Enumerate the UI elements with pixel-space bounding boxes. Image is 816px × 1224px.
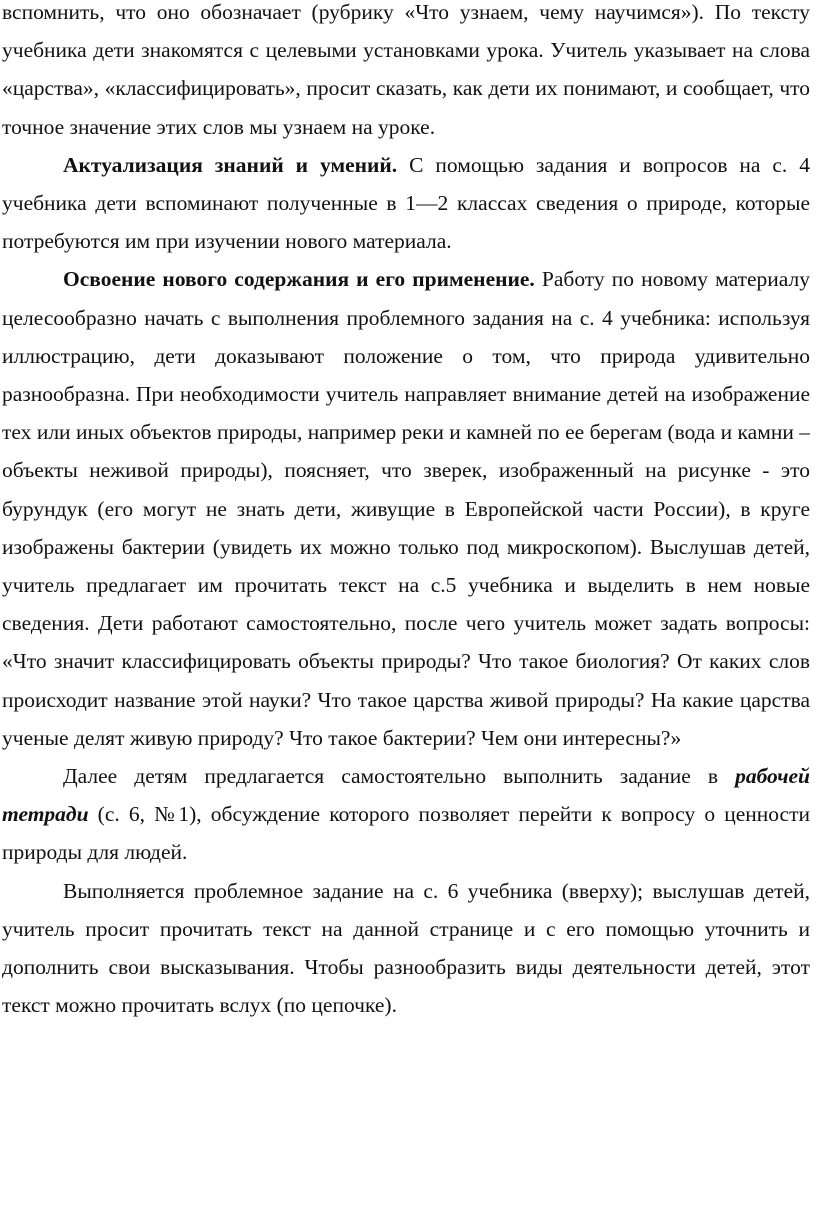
paragraph-text: (с. 6, №1), обсуждение которого позволяет перейти к вопросу о ценности природы для людей. <box>2 802 810 865</box>
section-heading-new-content: Освоение нового содержания и его применение. <box>63 267 535 292</box>
paragraph-intro <box>2 0 810 146</box>
workbook-emphasis: рабочей тетради <box>2 764 810 827</box>
paragraph-new-content <box>2 260 810 757</box>
paragraph-workbook <box>2 757 810 872</box>
paragraph-actualization <box>2 146 810 261</box>
paragraph-text: С помощью задания и вопросов на с. 4 учебника дети вспоминают полученные в 1—2 классах сведения о природе, которые потребуются им при изучении нового материала. <box>2 152 810 254</box>
paragraph-text: Работу по новому материалу целесообразно начать с выполнения проблемного задания на с. 4 учебника: используя иллюстрацию, дети доказывают положение о том, что природа удивительно разнообразна. При необходимости учитель направляет внимание детей на изображение тех или иных объектов природы, например реки и камней по ее берегам (вода и камни – объекты неживой природы), поясняет, что зверек, изображенный на рисунке - это бурундук (его могут не знать дети, живущие в Европейской части России), в круге изображены бактерии (увидеть их можно только под микроскопом). Выслушав детей, учитель предлагает им прочитать текст на с.5 учебника и выделить в нем новые сведения. Дети работают самостоятельно, после чего учитель может задать вопросы: «Что значит классифицировать объекты природы? Что такое биология? От каких слов происходит название этой науки? Что такое царства живой природы? На какие царства ученые делят живую природу? Что такое бактерии? Чем они интересны?» <box>2 267 810 750</box>
paragraph-problem-task <box>2 872 810 1025</box>
paragraph-text: вспомнить, что оно обозначает (рубрику «Что узнаем, чему научимся»). По тексту учебника дети знакомятся с целевыми установками урока. Учитель указывает на слова «царства», «классифицировать», просит сказать, как дети их понимают, и сообщает, что точное значение этих слов мы узнаем на уроке. <box>2 0 810 139</box>
paragraph-text: Выполняется проблемное задание на с. 6 учебника (вверху); выслушав детей, учитель просит прочитать текст на данной странице и с его помощью уточнить и дополнить свои высказывания. Чтобы разнообразить виды деятельности детей, этот текст можно прочитать вслух (по цепочке). <box>2 878 810 1018</box>
section-heading-actualization: Актуализация знаний и умений. <box>63 152 398 177</box>
paragraph-text: Далее детям предлагается самостоятельно выполнить задание в <box>63 764 736 789</box>
